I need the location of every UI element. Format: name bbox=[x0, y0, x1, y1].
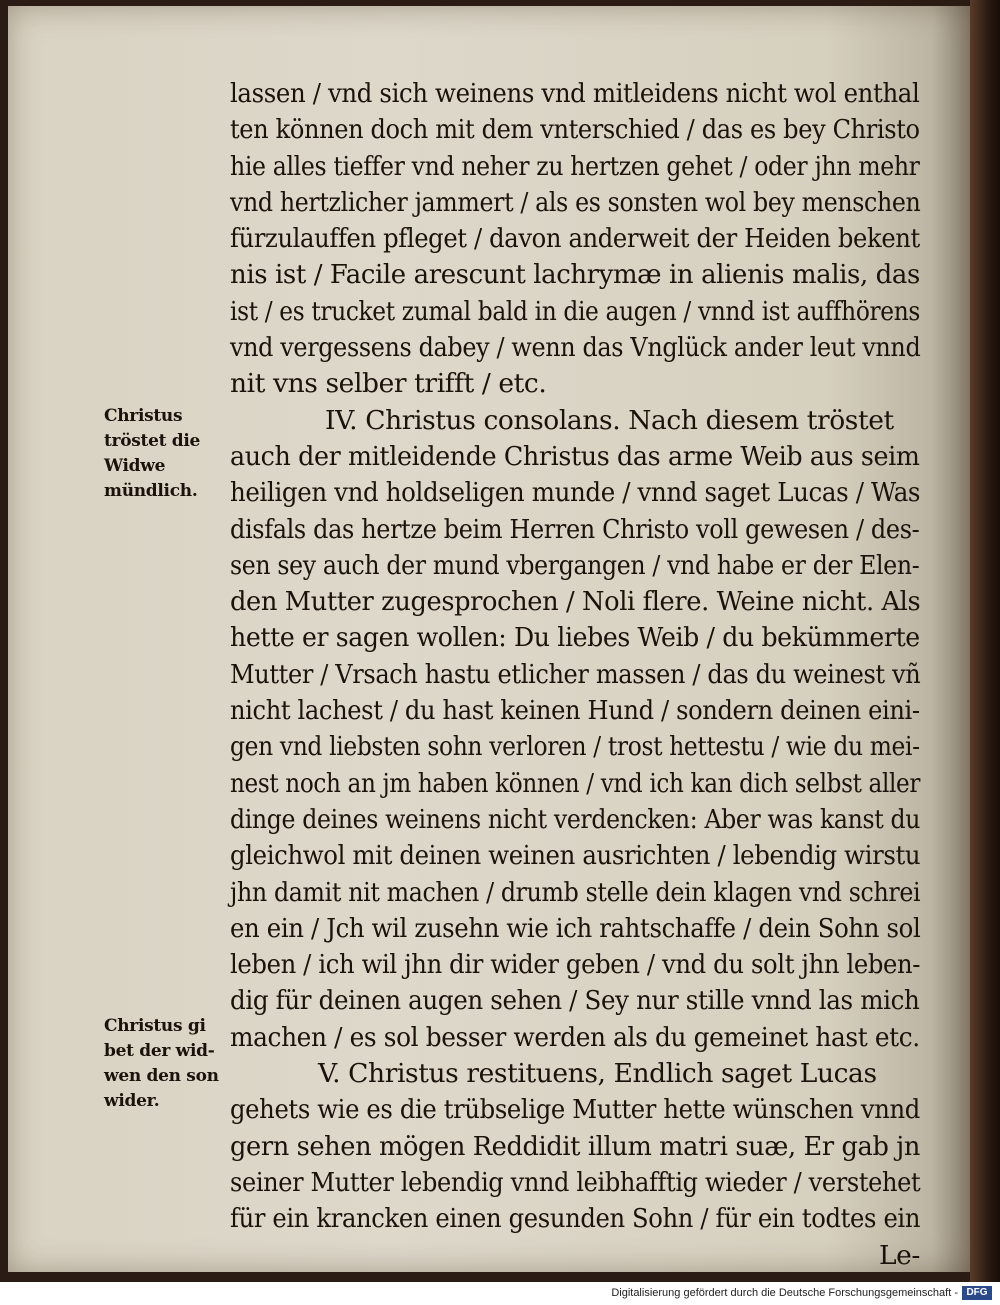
footer-credit: Digitalisierung gefördert durch die Deutsche Forschungsgemeinschaft - bbox=[611, 1287, 958, 1299]
text-line: jhn damit nit machen / drumb stelle dein klagen vnd schrei bbox=[230, 876, 921, 908]
text-line: dig für deinen augen sehen / Sey nur stille vnnd las mich bbox=[230, 985, 920, 1017]
text-line: disfals das hertze beim Herren Christo voll gewesen / des- bbox=[230, 513, 920, 545]
text-line: auch der mitleidende Christus das arme Weib aus seim bbox=[230, 440, 920, 472]
text-line: vnd vergessens dabey / wenn das Vnglück ander leut vnnd bbox=[230, 332, 921, 364]
text-line: nest noch an jm haben können / vnd ich kan dich selbst aller bbox=[230, 767, 921, 799]
footer-bar bbox=[0, 1282, 1000, 1305]
text-line: Mutter / Vrsach hastu etlicher massen / das du weinest vñ bbox=[230, 658, 921, 690]
text-line: nit vns selber trifft / etc. bbox=[230, 368, 547, 400]
margin-note-line: wen den son bbox=[104, 1066, 219, 1086]
text-line: IV. Christus consolans. Nach diesem tröstet bbox=[325, 404, 894, 436]
text-line: V. Christus restituens, Endlich saget Lucas bbox=[318, 1058, 877, 1090]
margin-note-line: Widwe bbox=[104, 456, 166, 476]
text-line: heiligen vnd holdseligen munde / vnnd saget Lucas / Was bbox=[230, 477, 921, 509]
text-line: fürzulauffen pfleget / davon anderweit der Heiden bekent bbox=[230, 223, 920, 255]
text-line: nis ist / Facile arescunt lachrymæ in alienis malis, das bbox=[230, 259, 920, 291]
text-line: dinge deines weinens nicht verdencken: Aber was kanst du bbox=[230, 803, 921, 835]
text-line: gern sehen mögen Reddidit illum matri suæ, Er gab jn bbox=[230, 1130, 920, 1162]
text-line: machen / es sol besser werden als du gemeinet hast etc. bbox=[230, 1021, 920, 1053]
text-line: gen vnd liebsten sohn verloren / trost hettestu / wie du mei- bbox=[230, 731, 920, 763]
book-edge bbox=[970, 0, 1000, 1282]
text-line: sen sey auch der mund vbergangen / vnd habe er der Elen- bbox=[230, 549, 920, 581]
text-line: hie alles tieffer vnd neher zu hertzen gehet / oder jhn mehr bbox=[230, 150, 920, 182]
margin-note-line: tröstet die bbox=[104, 431, 201, 451]
text-line: gleichwol mit deinen weinen ausrichten / lebendig wirstu bbox=[230, 840, 921, 872]
margin-note-christus-troestet bbox=[104, 404, 229, 504]
margin-note-line: mündlich. bbox=[104, 481, 198, 501]
text-line: en ein / Jch wil zusehn wie ich rahtschaffe / dein Sohn sol bbox=[230, 912, 921, 944]
margin-note-line: bet der wid- bbox=[104, 1041, 215, 1061]
text-line: ten können doch mit dem vnterschied / das es bey Christo bbox=[230, 114, 920, 146]
text-line: leben / ich wil jhn dir wider geben / vnd du solt jhn leben- bbox=[230, 949, 921, 981]
text-line: lassen / vnd sich weinens vnd mitleidens nicht wol enthal bbox=[230, 78, 920, 109]
text-line: ist / es trucket zumal bald in die augen / vnnd ist auffhörens bbox=[230, 295, 920, 327]
paper-page bbox=[8, 6, 970, 1272]
margin-note-line: Christus bbox=[104, 406, 183, 426]
text-line: hette er sagen wollen: Du liebes Weib / du bekümmerte bbox=[230, 622, 920, 654]
margin-note-christus-gibet bbox=[104, 1014, 229, 1114]
text-line: Le- bbox=[878, 1239, 920, 1271]
text-line: für ein krancken einen gesunden Sohn / für ein todtes ein bbox=[230, 1203, 921, 1235]
text-line: gehets wie es die trübselige Mutter hette wünschen vnnd bbox=[230, 1094, 920, 1126]
main-text-block bbox=[230, 76, 920, 1274]
margin-note-line: Christus gi bbox=[104, 1016, 206, 1036]
text-line: nicht lachest / du hast keinen Hund / sondern deinen eini- bbox=[230, 695, 920, 727]
text-line: den Mutter zugesprochen / Noli flere. Weine nicht. Als bbox=[230, 586, 921, 618]
dfg-logo: DFG bbox=[962, 1286, 992, 1300]
margin-note-line: wider. bbox=[104, 1091, 160, 1111]
text-line: seiner Mutter lebendig vnnd leibhafftig wieder / verstehet bbox=[230, 1166, 921, 1198]
text-line: vnd hertzlicher jammert / als es sonsten wol bey menschen bbox=[230, 186, 921, 218]
